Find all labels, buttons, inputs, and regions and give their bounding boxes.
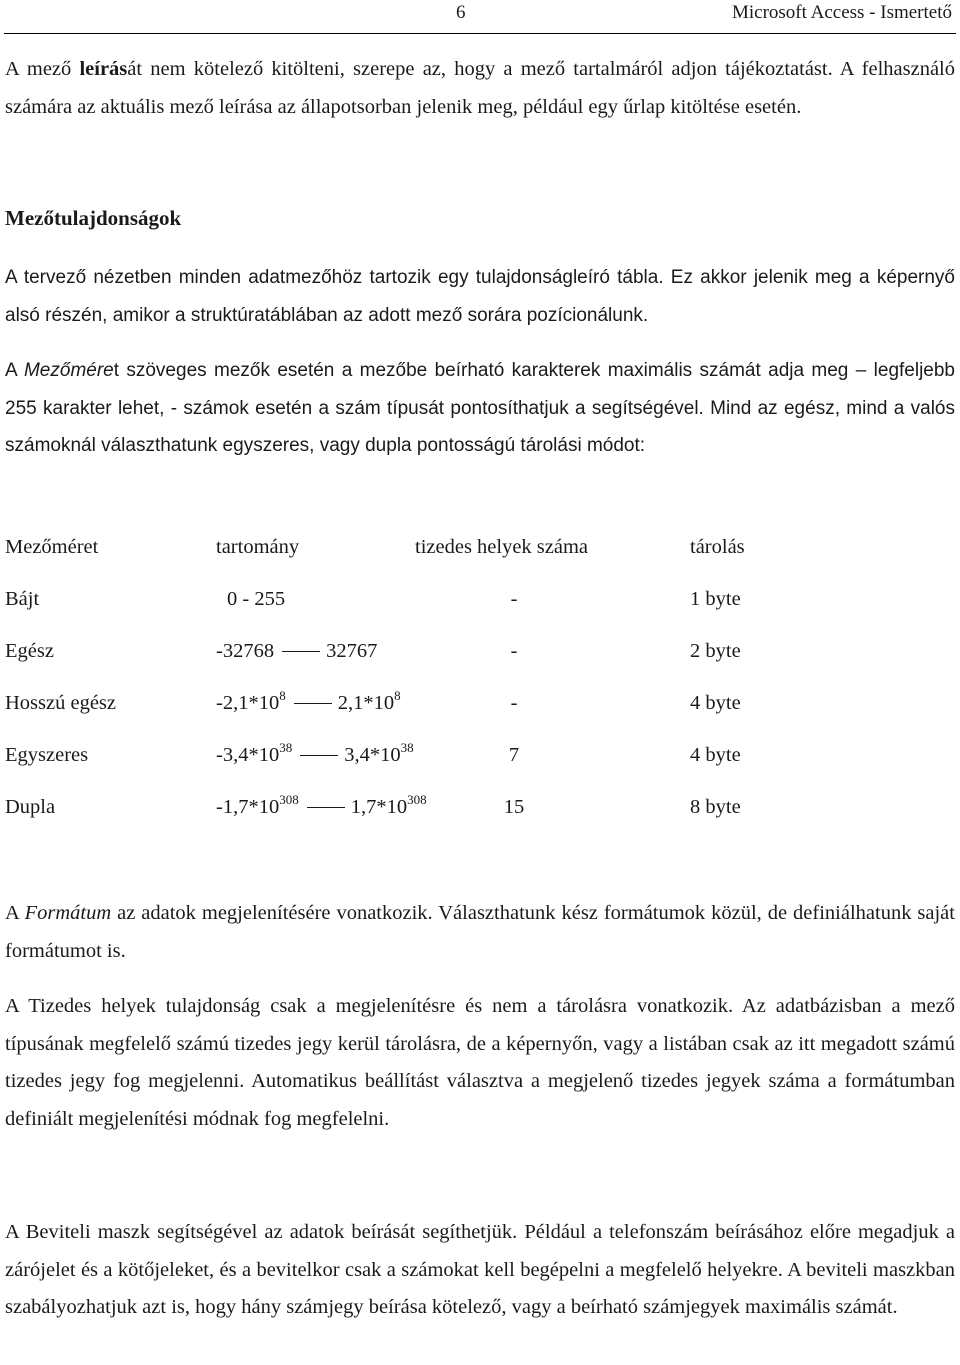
row-name: Egész [5,640,54,662]
range-min: -1,7*10 [216,796,280,818]
exponent: 8 [394,688,401,703]
column-header: tartomány [216,536,300,558]
running-header-title: Microsoft Access - Ismertető [731,2,952,23]
range-max: 2,1*10 [337,692,395,714]
decimal-places: - [510,640,518,662]
page-number: 6 [456,2,466,23]
range-min: -2,1*10 [216,692,280,714]
row-name: Egyszeres [5,744,89,766]
paragraph-property-table: A tervező nézetben minden adatmezőhöz tartozik egy tulajdonságleíró tábla. Ez akkor jelenik meg a képernyő alsó részén, amikor a struktúratáblában az adott mező sorára pozícionálunk. [5,267,955,326]
decimal-places: 15 [503,796,525,818]
text-run: át nem kötelező kitölteni, szerepe az, hogy a mező tartalmáról adjon tájékoztatást. A felhasználó számára az aktuális mező leírása az állapotsorban jelenik meg, például egy űrlap kitöltése esetén. [5,58,955,118]
paragraph-field-size [5,352,955,465]
table-row [5,688,765,732]
range-dash [300,755,338,756]
table-row [5,740,765,784]
range-min: -32768 [216,640,275,662]
text-run: az adatok megjelenítésére vonatkozik. Választhatunk kész formátumok közül, de definiálhatunk saját formátumot is. [5,902,955,962]
row-name: Dupla [5,796,56,818]
exponent: 8 [279,688,286,703]
paragraph-format [5,895,955,970]
column-header: tizedes helyek száma [415,536,589,558]
table-header-row [5,536,765,576]
exponent: 308 [279,792,299,807]
table-row [5,792,765,836]
text-run: t szöveges mezők esetén a mezőbe beírható karakterek maximális számát adja meg – legfeljebb 255 karakter lehet, - számok esetén a szám típusát pontosíthatjuk a segítségével. Mind az egész, mind a valós számoknál választhatunk egyszeres, vagy dupla pontosságú tárolási módot: [5,360,955,456]
range-dash [282,651,320,652]
emphasis-term: leírás [79,58,128,80]
decimal-places: - [510,692,518,714]
range-max: 3,4*10 [344,744,401,766]
range-dash [307,807,345,808]
storage-size: 4 byte [690,744,741,766]
column-header: Mezőméret [5,536,99,558]
emphasis-term: Mezőmére [23,360,114,381]
table-row [5,588,765,628]
row-name: Hosszú egész [5,692,117,714]
header-rule [4,33,956,34]
range-value [216,688,401,715]
range-value [216,792,427,819]
storage-size: 4 byte [690,692,741,714]
column-header: tárolás [690,536,745,558]
text-run: A [5,902,25,924]
range-dash [294,703,332,704]
range-min: -3,4*10 [216,744,280,766]
range-value [216,640,377,663]
exponent: 38 [279,740,293,755]
range-value [216,740,414,767]
exponent: 308 [407,792,427,807]
text-run: A mező [5,58,80,80]
text-run: A [5,360,24,381]
range-value: 0 - 255 [227,588,286,610]
decimal-places: 7 [508,744,520,766]
range-max: 32767 [326,640,378,662]
storage-size: 8 byte [690,796,741,818]
paragraph-description [5,51,955,126]
paragraph-decimal-places: A Tizedes helyek tulajdonság csak a megjelenítésre és nem a tárolásra vonatkozik. Az adatbázisban a mező típusának megfelelő számú tizedes jegy kerül tárolásra, de a képernyőn, vagy a listában csak az itt megadott számú tizedes jegy fog megjelenni. Automatikus beállítást választva a megjelenő tizedes jegyek száma a formátumban definiált megjelenítési módnak fog megfelelni. [5,995,955,1130]
emphasis-term: Formátum [24,902,112,924]
table-row [5,640,765,680]
range-max: 1,7*10 [350,796,408,818]
decimal-places: - [510,588,518,610]
row-name: Bájt [5,588,40,610]
storage-size: 2 byte [690,640,741,662]
storage-size: 1 byte [690,588,741,610]
exponent: 38 [400,740,414,755]
paragraph-input-mask: A Beviteli maszk segítségével az adatok beírását segíthetjük. Például a telefonszám beírásához előre megadjuk a zárójelet és a kötőjeleket, és a bevitelkor csak a számokat kell begépelni a megfelelő helyekre. A beviteli maszkban szabályozhatjuk azt is, hogy hány számjegy beírása kötelező, vagy a beírható számjegyek maximális számát. [5,1221,955,1318]
section-heading: Mezőtulajdonságok [5,206,182,230]
